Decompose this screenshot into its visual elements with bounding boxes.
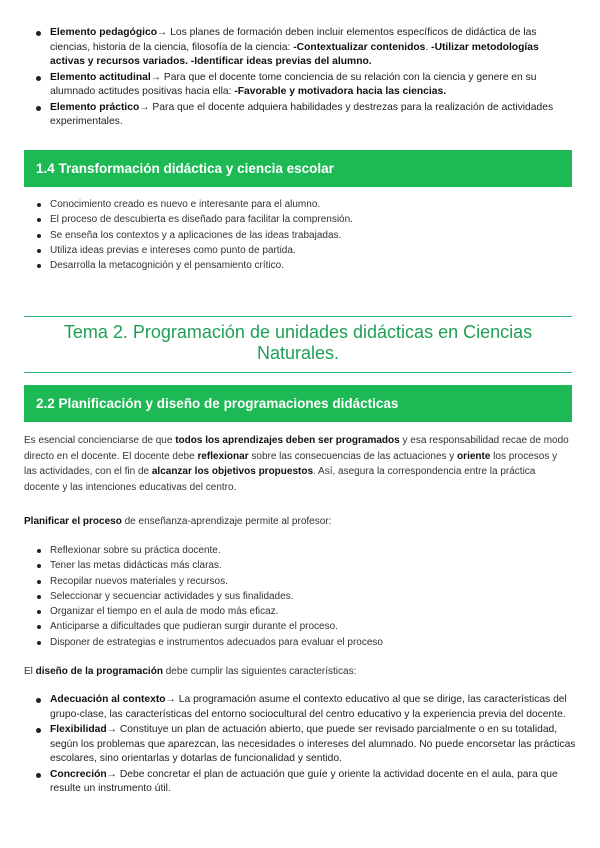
- list-item: Utiliza ideas previas e intereses como punto de partida.: [0, 243, 600, 258]
- arrow-icon: →: [150, 71, 161, 83]
- list-item-flexibilidad: [0, 723, 600, 767]
- bold-text: alcanzar los objetivos propuestos: [151, 466, 314, 477]
- item-text: .: [425, 41, 432, 53]
- list-item: Seleccionar y secuenciar actividades y sus finalidades.: [0, 589, 600, 604]
- list-item-elemento-practico: [0, 101, 600, 130]
- item-text: Constituye un plan de actuación abierto, que puede ser revisado parcialmente o en su totalidad, según los problemas que aparezcan, las necesidades o intereses del alumnado. No puede encorsetar las prácticas escolares, sino orientarlas y dotarlas de funcionalidad y sentido.: [50, 724, 576, 764]
- bold-text: oriente: [457, 450, 491, 462]
- term: Flexibilidad: [50, 724, 107, 735]
- para-text: y esa responsabilidad recae de modo directo en el docente. El docente debe: [24, 435, 569, 462]
- para-text: debe cumplir las siguientes características:: [162, 666, 357, 677]
- features-list: [0, 693, 600, 798]
- para-text: de enseñanza-aprendizaje permite al profesor:: [121, 516, 332, 527]
- para-text: sobre las consecuencias de las actuaciones y: [248, 450, 458, 462]
- list-item: Disponer de estrategias e instrumentos adecuados para evaluar el proceso: [0, 635, 600, 650]
- list-item: Se enseña los contextos y a aplicaciones de las ideas trabajadas.: [0, 228, 600, 243]
- list-item: Organizar el tiempo en el aula de modo más eficaz.: [0, 604, 600, 619]
- item-text: Los planes de formación deben incluir elementos específicos de didáctica de las ciencias, historia de la ciencia, filosofía de la ciencia:: [50, 27, 537, 53]
- item-text: Para que el docente adquiera habilidades y destrezas para la realización de actividades experimentales.: [50, 101, 554, 127]
- paragraph-intro: [24, 433, 572, 495]
- chapter-title: Tema 2. Programación de unidades didácticas en Ciencias Naturales.: [63, 322, 533, 363]
- term: Adecuación al contexto: [50, 694, 166, 705]
- para-text: Es esencial concienciarse de que: [24, 435, 176, 446]
- list-item-concrecion: [0, 768, 600, 797]
- paragraph-planificar: [24, 514, 572, 530]
- section-1-4-list: [0, 197, 600, 273]
- arrow-icon: →: [106, 724, 117, 735]
- term: Elemento práctico: [50, 101, 140, 113]
- term: Elemento pedagógico: [50, 27, 157, 38]
- list-item-adecuacion: [0, 693, 600, 722]
- intro-bullet-list: [0, 26, 600, 131]
- item-text: Para que el docente tome conciencia de su relación con la ciencia y genere en su alumnado actitudes positivas hacia ella:: [50, 71, 537, 97]
- section-heading-2-2: 2.2 Planificación y diseño de programaciones didácticas: [24, 385, 572, 422]
- item-text: Debe concretar el plan de actuación que guíe y oriente la actividad docente en el aula, para que resulte un instrumento útil.: [50, 768, 558, 794]
- bold-text: -Contextualizar contenidos: [293, 41, 426, 53]
- divider-top: [24, 316, 572, 317]
- arrow-icon: →: [165, 694, 176, 705]
- bold-text: reflexionar: [197, 450, 249, 462]
- term: Concreción: [50, 768, 107, 780]
- list-item: Recopilar nuevos materiales y recursos.: [0, 574, 600, 589]
- item-text: La programación asume el contexto educativo al que se dirige, las características del grupo-clase, las características del entorno sociocultural del centro educativo y la experiencia previa del docente.: [50, 694, 567, 720]
- bold-text: diseño de la programación: [35, 666, 163, 677]
- term: Elemento actitudinal: [50, 71, 151, 83]
- para-text: El: [24, 666, 36, 677]
- planificar-list: [0, 543, 600, 650]
- bold-text: Planificar el proceso: [24, 516, 122, 527]
- arrow-icon: →: [106, 768, 117, 780]
- list-item-elemento-pedagogico: [0, 26, 600, 70]
- para-text: . Así, asegura la correspondencia entre la práctica docente y las intenciones educativas del centro.: [24, 466, 536, 493]
- para-text: los procesos y las actividades, con el fin de: [24, 450, 558, 477]
- list-item: Anticiparse a dificultades que pudieran surgir durante el proceso.: [0, 619, 600, 634]
- list-item-elemento-actitudinal: [0, 71, 600, 100]
- list-item: Reflexionar sobre su práctica docente.: [0, 543, 600, 558]
- bold-text: -Favorable y motivadora hacia las ciencias.: [234, 86, 447, 97]
- list-item: El proceso de descubierta es diseñado para facilitar la comprensión.: [0, 212, 600, 227]
- bold-text: -Utilizar metodologías activas y recursos variados. -Identificar ideas previas del alumno.: [50, 41, 539, 67]
- arrow-icon: →: [157, 27, 168, 38]
- list-item: Desarrolla la metacognición y el pensamiento crítico.: [0, 258, 600, 273]
- section-heading-1-4: 1.4 Transformación didáctica y ciencia escolar: [24, 150, 572, 187]
- arrow-icon: →: [139, 101, 150, 113]
- divider-bottom: [24, 372, 572, 373]
- list-item: Conocimiento creado es nuevo e interesante para el alumno.: [0, 197, 600, 212]
- list-item: Tener las metas didácticas más claras.: [0, 558, 600, 573]
- bold-text: todos los aprendizajes deben ser programados: [175, 435, 400, 446]
- paragraph-diseno: [24, 664, 572, 680]
